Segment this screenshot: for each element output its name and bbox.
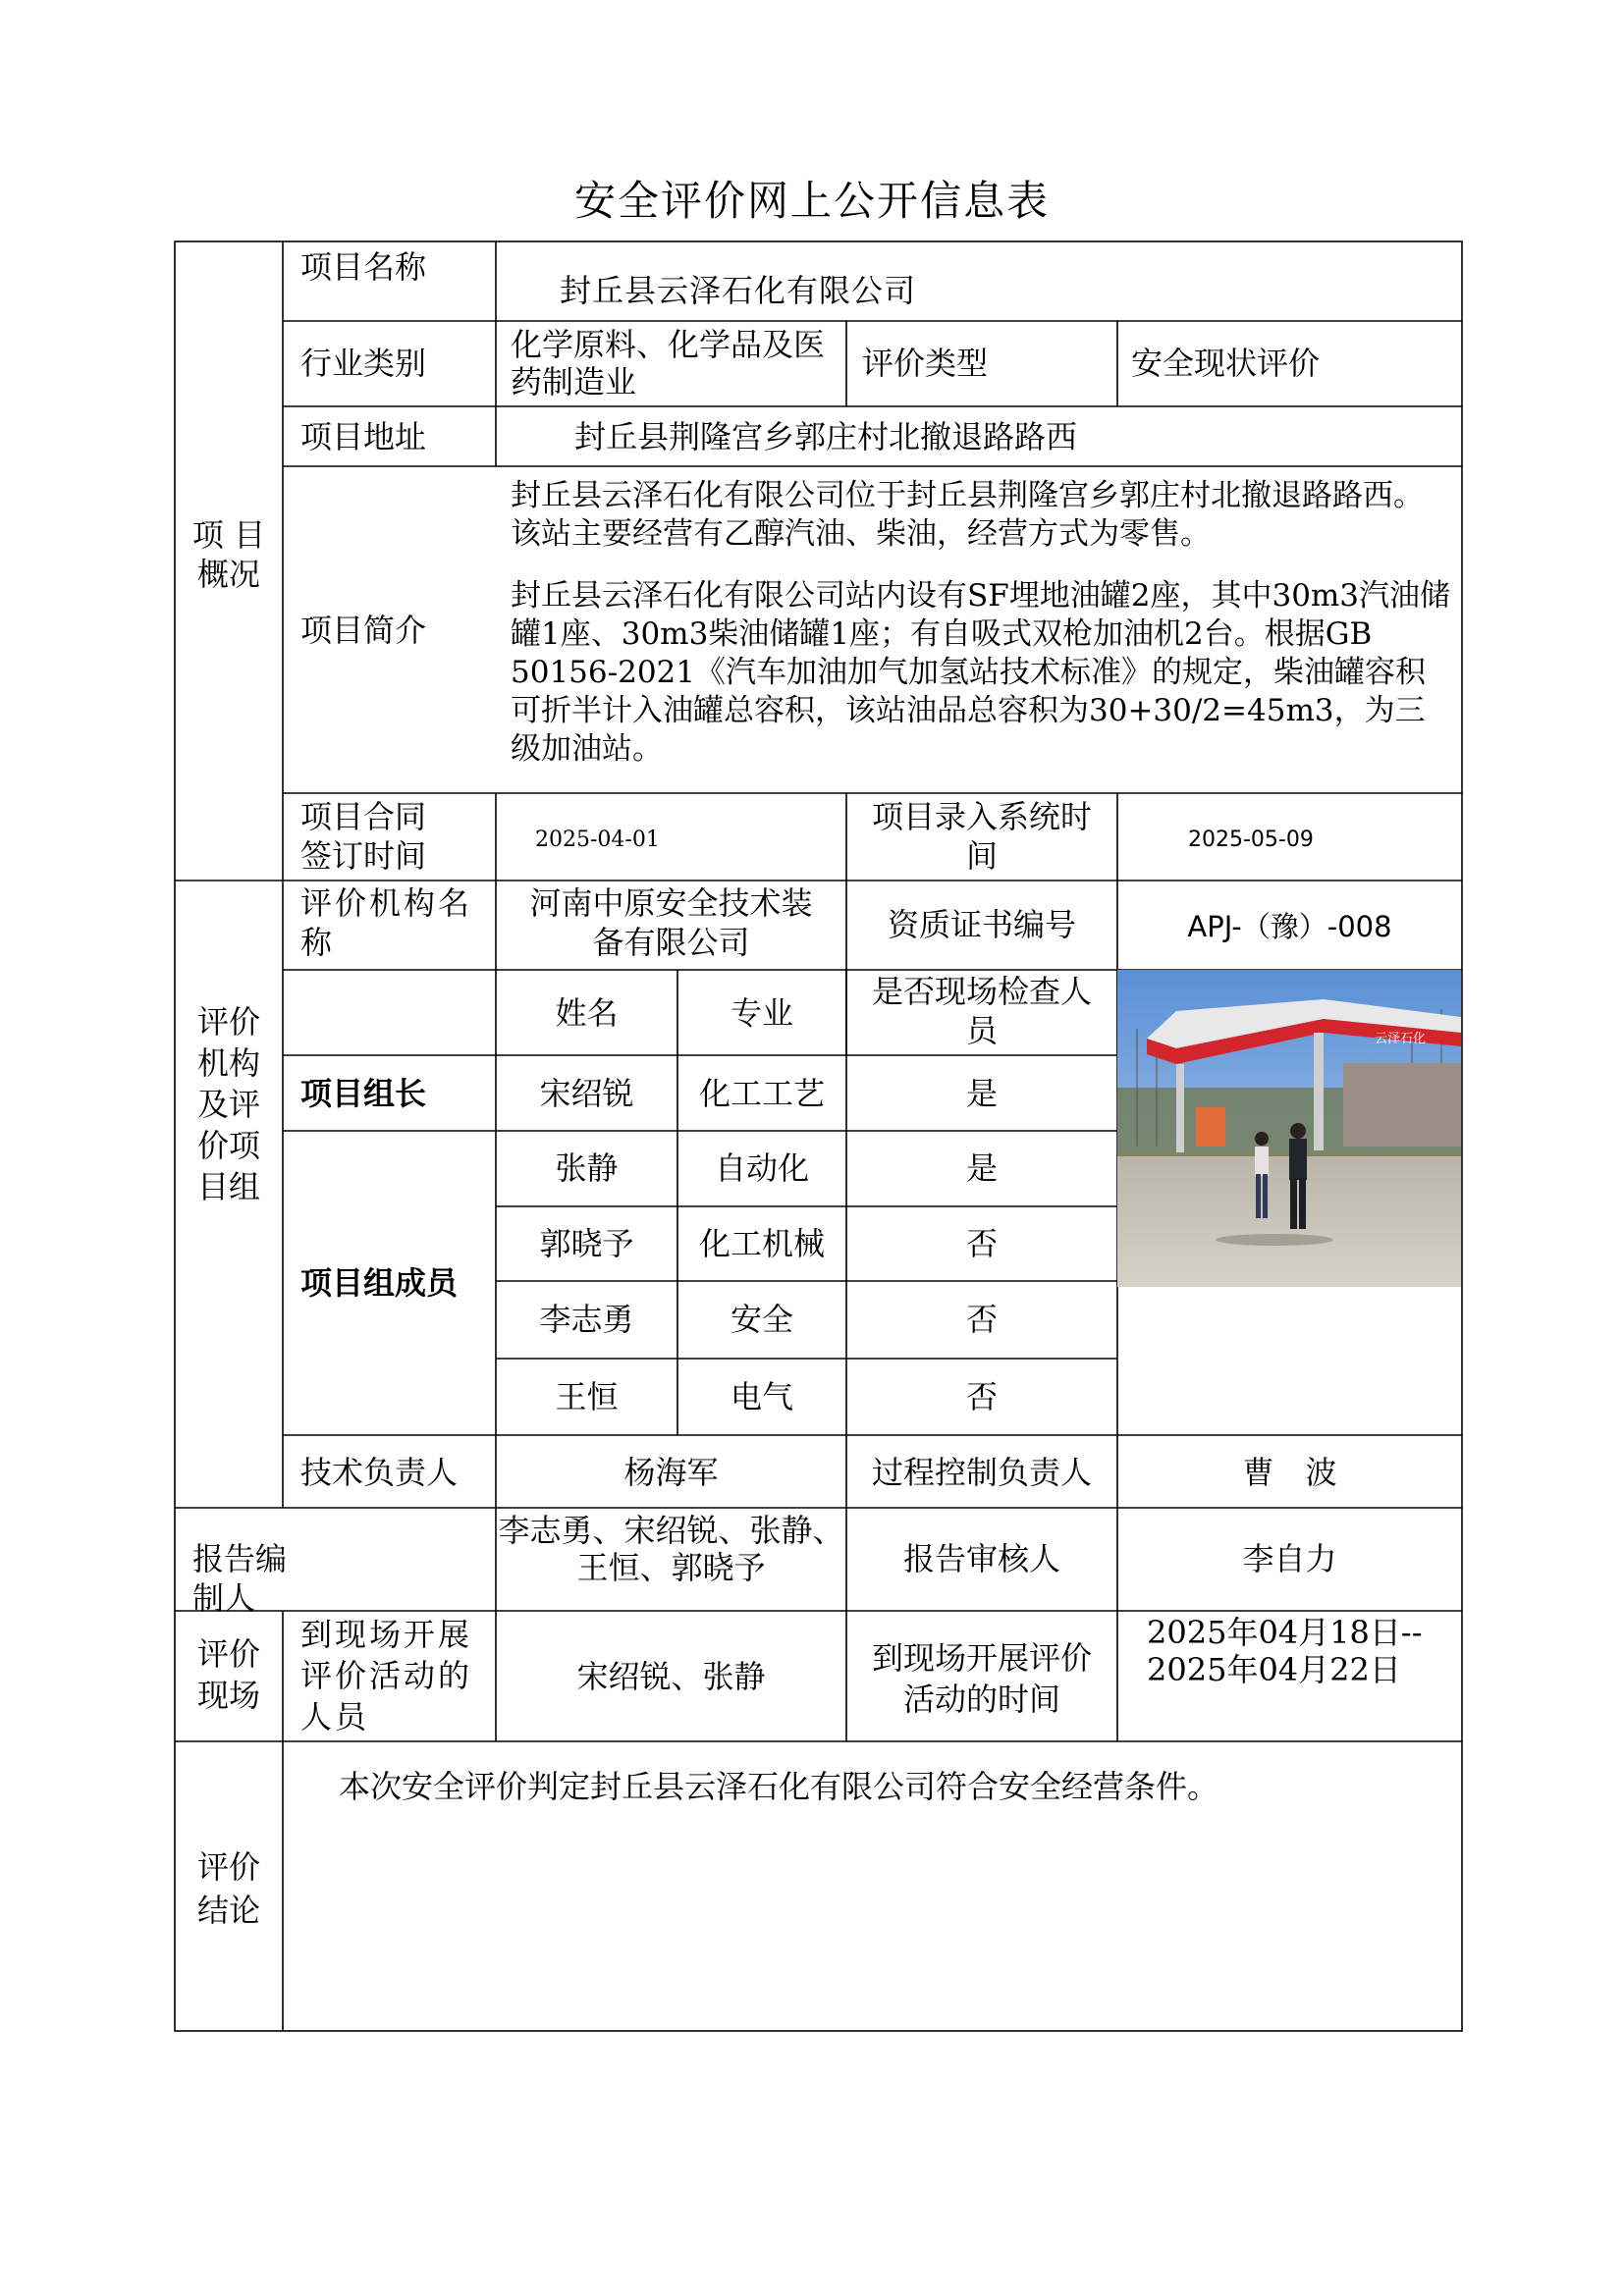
member-onsite: 否	[965, 1225, 998, 1262]
member-name: 李志勇	[539, 1301, 634, 1338]
section-report-compiler: 报告编制人	[192, 1540, 288, 1617]
cert-number: APJ-（豫）-008	[1187, 910, 1392, 943]
industry-value: 化学原料、化学品及医 药制造业	[511, 326, 826, 400]
org-name: 河南中原安全技术装 备有限公司	[529, 884, 813, 961]
address-value: 封丘县荆隆宫乡郭庄村北撤退路路西	[574, 418, 1078, 455]
intro-paragraph-2: 封丘县云泽石化有限公司站内设有SF埋地油罐2座，其中30m3汽油储罐1座、30m3柴油储罐1座；有自吸式双枪加油机2台。根据GB 50156-2021《汽车加油加气加氢站技术标准》的规定，柴油罐容积可折半计入油罐总容积，该站油品总容积为30+30/2=45m3，为三级加油站。	[511, 578, 1451, 767]
leader-major: 化工工艺	[698, 1075, 825, 1112]
station-sign: 云泽石化	[1375, 1032, 1427, 1046]
member-name: 张静	[555, 1149, 619, 1187]
eval-type-label: 评价类型	[862, 345, 989, 382]
member-major: 化工机械	[698, 1225, 825, 1262]
reviewer: 李自力	[1242, 1540, 1337, 1577]
site-time: 2025年04月18日-- 2025年04月22日	[1147, 1614, 1423, 1688]
process-lead-label: 过程控制负责人	[871, 1454, 1092, 1491]
members-label: 项目组成员	[300, 1264, 459, 1302]
report-compilers: 李志勇、宋绍锐、张静、 王恒、郭晓予	[498, 1512, 844, 1586]
entry-date: 2025-05-09	[1188, 828, 1314, 852]
intro-paragraph-1: 封丘县云泽石化有限公司位于封丘县荆隆宫乡郭庄村北撤退路路西。该站主要经营有乙醇汽油、柴油，经营方式为零售。	[511, 478, 1424, 552]
col-onsite-header: 是否现场检查人 员	[871, 973, 1092, 1049]
leader-onsite: 是	[965, 1075, 998, 1112]
tech-lead-label: 技术负责人	[300, 1454, 459, 1491]
section-org: 评价 机构 及评 价项 目组	[196, 1003, 260, 1205]
member-onsite: 是	[965, 1149, 998, 1187]
col-name-header: 姓名	[555, 994, 619, 1032]
leader-name: 宋绍锐	[539, 1075, 634, 1112]
leader-label: 项目组长	[300, 1075, 427, 1112]
entry-label: 项目录入系统时 间	[871, 798, 1092, 875]
cert-label: 资质证书编号	[887, 906, 1076, 943]
member-major: 电气	[730, 1378, 793, 1415]
contract-date: 2025-04-01	[535, 828, 660, 852]
org-name-label: 评价机构名 称	[300, 884, 473, 961]
reviewer-label: 报告审核人	[902, 1540, 1060, 1577]
site-staff: 宋绍锐、张静	[576, 1658, 766, 1695]
project-name-label: 项目名称	[300, 248, 427, 286]
site-time-label: 到现场开展评价 活动的时间	[871, 1639, 1092, 1718]
tech-lead: 杨海军	[623, 1454, 719, 1491]
site-staff-label: 到现场开展 评价活动的 人员	[300, 1616, 473, 1735]
eval-type-value: 安全现状评价	[1131, 345, 1321, 382]
section-site: 评价 现场	[196, 1635, 260, 1714]
member-name: 郭晓予	[539, 1225, 634, 1262]
member-onsite: 否	[965, 1301, 998, 1338]
page-title: 安全评价网上公开信息表	[573, 177, 1050, 225]
address-label: 项目地址	[300, 418, 427, 455]
member-onsite: 否	[965, 1378, 998, 1415]
member-major: 自动化	[714, 1149, 809, 1187]
member-name: 王恒	[555, 1378, 619, 1415]
site-photo	[1117, 970, 1461, 1287]
col-major-header: 专业	[730, 994, 793, 1032]
member-major: 安全	[730, 1301, 793, 1338]
conclusion-text: 本次安全评价判定封丘县云泽石化有限公司符合安全经营条件。	[339, 1768, 1219, 1805]
contract-label: 项目合同 签订时间	[300, 798, 427, 875]
section-overview: 项 目 概况	[191, 516, 266, 593]
project-name: 封丘县云泽石化有限公司	[560, 272, 917, 309]
intro-label: 项目简介	[300, 612, 427, 649]
section-conclusion: 评价 结论	[196, 1848, 260, 1929]
industry-label: 行业类别	[300, 345, 427, 382]
process-lead: 曹 波	[1242, 1454, 1337, 1491]
